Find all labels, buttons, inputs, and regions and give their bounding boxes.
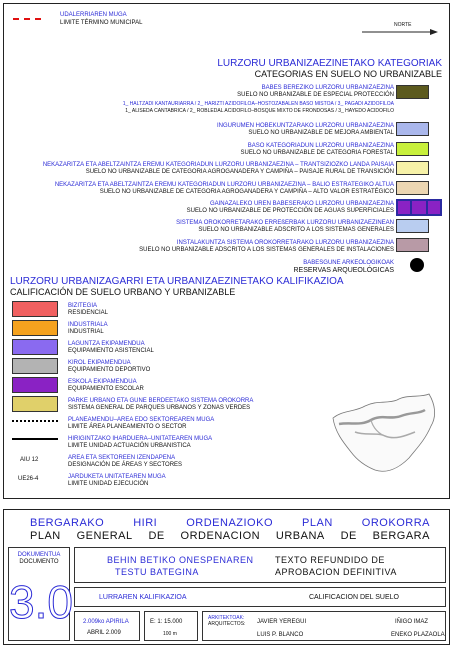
architect-4: ENEKO PLAZAOLA <box>391 632 445 638</box>
date-box <box>74 611 140 641</box>
swatch-installations <box>396 238 429 252</box>
document-number: 3.0 <box>9 576 73 628</box>
boundary-label-eu: UDALERRIAREN MUGA <box>60 12 127 18</box>
urban-line-0-eu: PLANEAMENDU–AREA EDO SEKTOREAREN MUGA <box>68 417 215 423</box>
architects-label-eu: ARKITEKTOAK: <box>208 615 245 621</box>
archaeo-label-es: RESERVAS ARQUEOLÓGICAS <box>293 267 394 274</box>
nonurban-subnote-es: 1_ ALISEDA CANTABRICA / 2_ ROBLEDAL ACIDOFILO–BOSQUE MIXTO DE FRONDOSAS / 3_ HAYEDO ACIDOFILO <box>125 108 394 114</box>
nonurban-item-0-eu: BABES BEREZIKO LURZORU URBANIZAEZINA <box>261 85 394 91</box>
document-label-eu: DOKUMENTUA <box>17 552 61 558</box>
date-eu: 2.009ko APIRILA <box>83 619 129 625</box>
urban-item-0-eu: BIZITEGIA <box>68 303 98 309</box>
plan-title-word: PLAN <box>30 530 61 542</box>
swatch-school <box>12 377 58 393</box>
swatch-industrial <box>12 320 58 336</box>
urban-line-2-eu: AREA ETA SEKTOREEN IZENDAPENA <box>68 455 176 461</box>
nonurban-item-2-es: SUELO NO URBANIZABLE DE CATEGORIA FORESTAL <box>240 150 394 156</box>
nonurban-item-6-eu: SISTEMA OROKORRETARAKO ERREßERBAK LURZORU URBANIZAEZINEAN <box>176 220 394 226</box>
plan-title-word: OROKORRA <box>361 517 430 529</box>
urban-item-2-eu: LAGUNTZA EKIPAMENDUA <box>68 341 145 347</box>
key-map <box>325 370 445 490</box>
nonurban-item-2-eu: BASO KATEGORIADUN LURZORU URBANIZAEZINA <box>247 143 394 149</box>
municipal-boundary-symbol <box>13 18 41 20</box>
urban-item-3-es: EQUIPAMIENTO DEPORTIVO <box>68 367 151 373</box>
urban-line-3-es: LIMITE UNIDAD EJECUCIÓN <box>68 481 149 487</box>
urban-item-1-es: INDUSTRIAL <box>68 329 104 335</box>
scale-value: E: 1: 15.000 <box>150 619 183 625</box>
plan-title-word: ORDENACION <box>180 530 261 542</box>
plan-title-line1 <box>30 517 430 529</box>
nonurban-item-4-es: SUELO NO URBANIZABLE DE CATEGORIA AGROGANADERA Y CAMPIÑA – ALTO VALOR ESTRATÉGICO <box>99 189 394 195</box>
plan-title-word: DE <box>148 530 165 542</box>
urban-title-es: CALIFICACIÓN DE SUELO URBANO Y URBANIZABLE <box>10 287 236 297</box>
urban-line-3-eu: JARDUKETA UNITATEAREN MUGA <box>68 474 166 480</box>
urban-item-4-eu: ESKOLA EKIPAMENDUA <box>68 379 137 385</box>
scale-box <box>144 611 198 641</box>
approval-eu-2: TESTU BATEGINA <box>115 567 199 577</box>
swatch-transition-landscape <box>396 161 429 175</box>
nonurban-title-es: CATEGORIAS EN SUELO NO URBANIZABLE <box>254 69 442 79</box>
nonurban-item-0-es: SUELO NO URBANIZABLE DE ESPECIAL PROTECCIÓN <box>237 92 394 98</box>
action-unit-line-symbol <box>12 438 58 440</box>
plan-title-word: BERGARAKO <box>30 517 105 529</box>
date-es: ABRIL 2.009 <box>87 630 121 636</box>
urban-line-1-eu: HIRIGINTZAKO IHARDUERA–UNITATEAREN MUGA <box>68 436 213 442</box>
unit-code-sample: UE26-4 <box>18 476 39 482</box>
nonurban-item-7-es: SUELO NO URBANIZABLE ADSCRITO A LOS SISTEMAS GENERALES DE INSTALACIONES <box>139 247 394 253</box>
architect-3: LUIS P. BLANCO <box>257 632 304 638</box>
urban-line-1-es: LIMITE UNIDAD ACTUACIÓN URBANISTICA <box>68 443 191 449</box>
urban-item-2-es: EQUIPAMIENTO ASISTENCIAL <box>68 348 154 354</box>
swatch-high-strategic-value <box>396 181 429 195</box>
north-label: NORTE <box>394 22 412 28</box>
nonurban-item-1-eu: INGURUMEN HOBEKUNTZARAKO LURZORU URBANIZAEZINA <box>216 123 394 129</box>
swatch-surface-water <box>396 199 442 216</box>
plan-title-word: ORDENAZIOKO <box>186 517 274 529</box>
nonurban-item-6-es: SUELO NO URBANIZABLE ADSCRITO A LOS SISTEMAS GENERALES <box>198 227 394 233</box>
urban-item-4-es: EQUIPAMIENTO ESCOLAR <box>68 386 144 392</box>
urban-line-2-es: DESIGNACIÓN DE ÁREAS Y SECTORES <box>68 462 183 468</box>
swatch-parks <box>12 396 58 412</box>
nonurban-subnote-eu: 1_ HALTZADI KANTAURIARRA / 2_ HARIZTI AZIDOFILOA–HOSTOZABALEN BASO MISTOA / 3_ PAGADI AZIDOFILOA <box>122 101 394 107</box>
plan-title-word: GENERAL <box>76 530 133 542</box>
sheet-title-es: CALIFICACION DEL SUELO <box>309 594 399 601</box>
document-label-es: DOCUMENTO <box>19 559 59 565</box>
planning-area-line-symbol <box>12 420 58 422</box>
north-arrow <box>360 20 440 38</box>
architect-1: JAVIER YEREGUI <box>257 619 307 625</box>
nonurban-item-7-eu: INSTALAKUNTZA SISTEMA OROKORRETARAKO LURZORU URBANIZAEZINA <box>176 240 394 246</box>
area-code-sample: AIU 12 <box>20 457 39 463</box>
plan-title-line2 <box>30 530 430 542</box>
architect-2: IÑIGO IMAZ <box>395 619 428 625</box>
urban-item-3-eu: KIROL EKIPAMENDUA <box>68 360 131 366</box>
plan-title-word: HIRI <box>133 517 158 529</box>
archaeo-dot-icon <box>410 258 424 272</box>
swatch-forestry <box>396 142 429 156</box>
urban-item-5-eu: PARKE URBANO ETA GUNE BERDEETAKO SISTEMA OROKORRA <box>68 398 254 404</box>
nonurban-item-1-es: SUELO NO URBANIZABLE DE MEJORA AMBIENTAL <box>248 130 394 136</box>
nonurban-item-3-es: SUELO NO URBANIZABLE DE CATEGORIA AGROGANADERA Y CAMPIÑA – PAISAJE RURAL DE TRANSICIÓN <box>85 169 394 175</box>
urban-item-1-eu: INDUSTRIALA <box>68 322 108 328</box>
nonurban-item-4-eu: NEKAZARITZA ETA ABELTZAINTZA EREMU KATEGORIADUN LURZORU URBANIZAEZINA – BALIO ESTRATEGIKO ALTUA <box>54 182 394 188</box>
urban-line-0-es: LIMITE ÁREA PLANEAMIENTO O SECTOR <box>68 424 187 430</box>
approval-box <box>74 547 446 583</box>
document-box <box>8 547 73 641</box>
approval-eu-1: BEHIN BETIKO ONESPENAREN <box>107 555 254 565</box>
swatch-sports <box>12 358 58 374</box>
nonurban-title-eu: LURZORU URBANIZAEZINETAKO KATEGORIAK <box>217 58 442 69</box>
plan-title-word: BERGARA <box>372 530 430 542</box>
swatch-special-protection <box>396 85 429 99</box>
sheet-box <box>74 587 446 607</box>
urban-item-0-es: RESIDENCIAL <box>68 310 109 316</box>
plan-title-word: URBANA <box>275 530 325 542</box>
architects-box <box>202 611 446 641</box>
sheet-title-eu: LURRAREN KALIFIKAZIOA <box>99 594 187 601</box>
nonurban-item-3-eu: NEKAZARITZA ETA ABELTZAINTZA EREMU KATEGORIADUN LURZORU URBANIZAEZINA – TRANTSIZIOZKO LANDA PAISAIA <box>42 162 394 168</box>
swatch-assistance <box>12 339 58 355</box>
archaeo-label-eu: BABESGUNE ARKEOLOGIKOAK <box>303 260 394 266</box>
architects-label-es: ARQUITECTOS: <box>208 621 246 627</box>
swatch-general-systems <box>396 219 429 233</box>
urban-item-5-es: SISTEMA GENERAL DE PARQUES URBANOS Y ZONAS VERDES <box>68 405 251 411</box>
nonurban-item-5-eu: GAINAZALEKO UREN BABESERAKO LURZORU URBANIZAEZINA <box>209 201 394 207</box>
boundary-label-es: LIMITE TÉRMINO MUNICIPAL <box>60 20 143 26</box>
plan-title-word: DE <box>340 530 357 542</box>
urban-title-eu: LURZORU URBANIZAGARRI ETA URBANIZAEZINETAKO KALIFIKAZIOA <box>10 276 344 287</box>
approval-es-1: TEXTO REFUNDIDO DE <box>275 555 385 565</box>
swatch-residential <box>12 301 58 317</box>
swatch-environmental-improvement <box>396 122 429 136</box>
nonurban-item-5-es: SUELO NO URBANIZABLE DE PROTECCIÓN DE AGUAS SUPERFICIALES <box>186 208 394 214</box>
scale-bar-label: 100 m <box>163 631 177 637</box>
plan-title-word: PLAN <box>302 517 333 529</box>
approval-es-2: APROBACION DEFINITIVA <box>275 567 397 577</box>
